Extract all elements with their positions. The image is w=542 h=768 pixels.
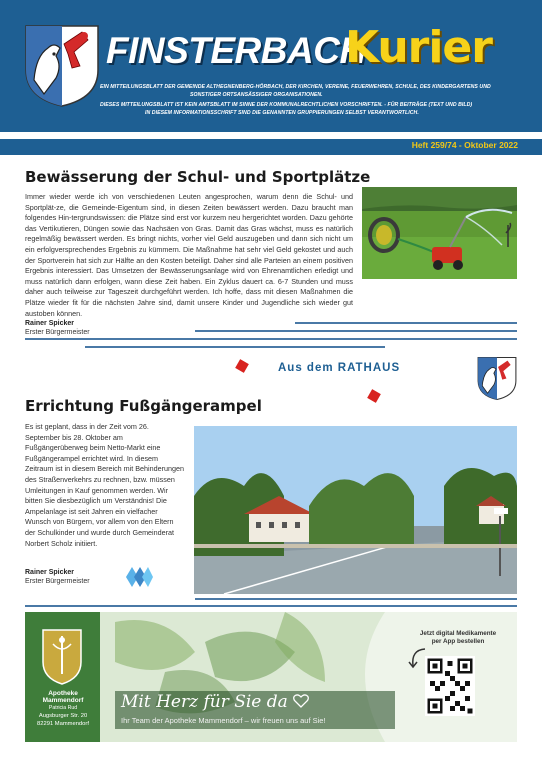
blue-diamonds-icon	[124, 565, 154, 589]
signature-block-1	[25, 319, 90, 337]
pharmacy-name-line2: Mammendorf	[42, 697, 84, 705]
article-body-irrigation: Immer wieder werde ich von verschiedenen Leuten angesprochen, warum denn die Schul- und Sportplät-ze, die Gemeinde-Eigentum sind, in diesen Zeiten bewässert werden. Dazu braucht man folgendes Hin-tergrundswissen: die Plätze sind erst vor kurzem neu hergerichtet worden. Dazu gehörte das Vertikutieren, Düngen sowie das Nachsäen von Gras. Damit das Gras wächst, muss es natürlich regelmäßig bewässert werden. Es bringt nichts, vorher viel Geld auszugeben und dann sich nicht um ein erfolgversprechendes Ergebnis zu kümmern. Die Maßnahme hat sehr viel Geld gekostet und auch der Sportverein hat sich zur Hälfte an den Kosten beteiligt. Daher sind alle Parteien an einem positiven Ergebnis interessiert. Das Umsetzen der Bewässerungsanlage wird von Ehrenamtlichen erledigt und muss natürlich dann erfolgen, wann diese Zeit haben. Ein Zyklus dauert ca. 6-7 Stunden und muss daher auch teilweise zur Tageszeit durchgeführt werden. Ich hoffe, dass mit diesen Maßnahmen die Plätze wieder fit für die nächsten Jahre sind, damit unsere Kinder und Jugendliche sich wieder gut austoben können.	[25, 192, 353, 318]
pharmacy-name-line1: Apotheke	[48, 690, 78, 697]
pharmacy-logo-icon	[39, 626, 85, 686]
divider-rule	[25, 338, 517, 340]
divider-rule	[195, 330, 517, 332]
red-diamond-icon	[232, 356, 252, 376]
qr-label-line1: Jetzt digital Medikamente	[419, 630, 497, 637]
sprinkler-photo	[362, 187, 517, 279]
signature-role-2: Erster Bürgermeister	[25, 578, 90, 585]
red-diamond-icon	[364, 386, 384, 406]
street-photo	[194, 426, 517, 594]
masthead-title-part2: Kurier	[345, 22, 492, 73]
heart-icon	[293, 694, 309, 708]
municipal-crest-icon	[22, 22, 102, 108]
signature-role-1: Erster Bürgermeister	[25, 329, 90, 336]
masthead-tagline-1: EIN MITTEILUNGSBLATT DER GEMEINDE ALTHEGNENBERG-HÖRBACH, DER KIRCHEN, VEREINE, FEUERWEHREN, SCHULE, DES KINDERGARTENS UND	[100, 84, 491, 90]
qr-code-icon[interactable]	[425, 656, 475, 716]
divider-rule	[85, 346, 385, 348]
signature-block-2	[25, 568, 90, 586]
section-label-rathaus: Aus dem RATHAUS	[278, 362, 401, 374]
article-title-irrigation: Bewässerung der Schul- und Sportplätze	[25, 168, 371, 186]
ad-headline-text: Mit Herz für Sie da	[121, 692, 288, 712]
ad-headline	[121, 692, 309, 712]
masthead-tagline-2: SONSTIGER ORTSANSÄSSIGER ORGANISATIONEN.	[190, 92, 323, 98]
signature-name-1: Rainer Spicker	[25, 320, 75, 327]
article-body-pedestrian-light: Es ist geplant, dass in der Zeit vom 26. September bis 28. Oktober am Fußgängerüberweg beim Netto-Markt eine Fußgängerampel errichtet wird. In diesem Zeitraum ist in diesem Bereich mit Behinderungen des Straßenverkehrs zu rechnen, bzw. müssen Umleitungen in Kauf genommen werden. Wir bitten Sie diesbezüglich um Verständnis! Die Ampelanlage ist seit Jahren ein vielfacher Wunsch von Bürgern, vor allem von den Eltern der Schulkinder und wurde durch Gemeinderat Norbert Scholz initiiert.	[25, 422, 184, 548]
qr-label-line2: per App bestellen	[431, 638, 485, 645]
pharmacy-advertisement[interactable]	[25, 612, 517, 742]
article-title-pedestrian-light: Errichtung Fußgängerampel	[25, 397, 262, 415]
masthead-tagline-3: DIESES MITTEILUNGSBLATT IST KEIN AMTSBLATT IM SINNE DER KOMMUNALRECHTLICHEN VORSCHRIFTEN. - FÜR BEITRÄGE (TEXT UND BILD)	[100, 102, 473, 108]
pharmacy-info	[29, 690, 97, 728]
ad-subline: Ihr Team der Apotheke Mammendorf – wir freuen uns auf Sie!	[121, 716, 326, 725]
divider-rule	[195, 598, 517, 600]
divider-rule	[295, 322, 517, 324]
qr-label	[413, 630, 503, 646]
municipal-crest-small-icon	[476, 355, 518, 401]
signature-name-2: Rainer Spicker	[25, 569, 75, 576]
issue-number: Heft 259/74 - Oktober 2022	[411, 140, 518, 150]
pharmacy-address-line2: 82291 Mammendorf	[37, 720, 89, 727]
pharmacy-owner: Patricia Rud	[48, 704, 78, 711]
divider-rule	[25, 605, 517, 607]
masthead-title-part1: FINSTERBACH	[106, 30, 366, 71]
pharmacy-address-line1: Augsburger Str. 20	[38, 713, 88, 720]
masthead-tagline-4: IN DIESEM INFORMATIONSSCHRIFT SIND DIE GENANNTEN GRUPPIERUNGEN SELBST VERANTWORTLICH.	[145, 110, 419, 116]
